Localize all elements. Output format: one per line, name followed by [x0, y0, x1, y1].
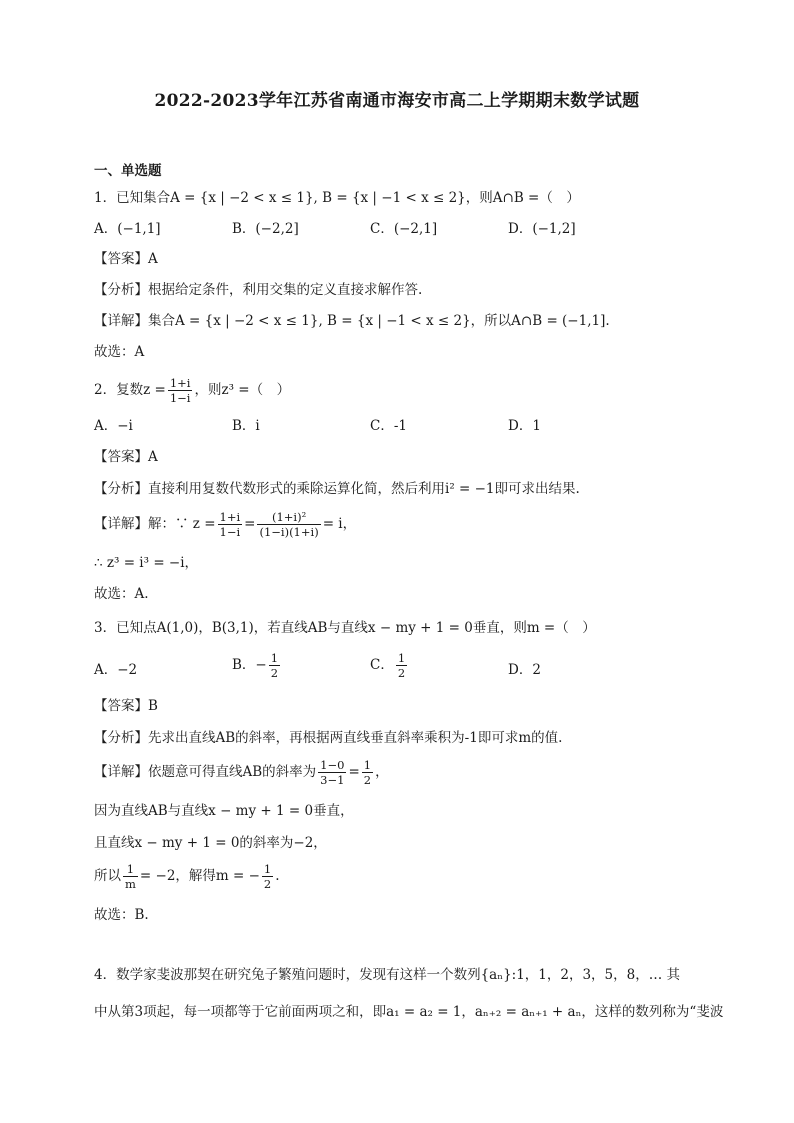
q2-step: ∴ z³ = i³ = −i， [94, 555, 199, 571]
q2-detail-eq: = [244, 516, 256, 532]
q3-detail-den-2: 2 [363, 773, 372, 787]
q3-line-4 [94, 862, 280, 891]
q3-detail-prefix: 【详解】依题意可得直线AB的斜率为 [94, 764, 317, 780]
q2-stem-numerator: 1+i [169, 376, 191, 390]
q3-detail-suffix: ， [375, 764, 389, 780]
q2-detail-fraction-2 [257, 510, 320, 539]
q4-line-1: 4．数学家斐波那契在研究兔子繁殖问题时，发现有这样一个数列{aₙ}:1，1，2，3，5，8，… 其 [94, 967, 681, 983]
q2-option-b: B．i [232, 418, 260, 434]
q3-option-a: A．−2 [94, 662, 138, 678]
q2-detail-prefix: 【详解】解：∵ z = [94, 516, 216, 532]
q1-answer: 【答案】A [94, 251, 158, 267]
q3-option-c-prefix: C． [370, 657, 394, 673]
page-title: 2022-2023学年江苏省南通市海安市高二上学期期末数学试题 [154, 91, 640, 111]
q3-detail-den-1: 3−1 [320, 773, 345, 787]
q1-option-a: A．(−1,1] [94, 221, 161, 237]
q2-option-c: C．-1 [370, 418, 407, 434]
q3-line-4-fraction-2 [262, 862, 273, 891]
q3-line-4-mid: = −2，解得m = − [139, 868, 260, 884]
q2-stem-denominator: 1−i [169, 391, 191, 405]
q3-line-4-den-1: m [125, 877, 136, 891]
q1-detail: 【详解】集合A = {x | −2 < x ≤ 1}, B = {x | −1 < x ≤ 2}，所以A∩B = (−1,1]. [94, 313, 610, 329]
q3-option-b-prefix: B．− [232, 657, 267, 673]
q3-stem: 3．已知点A(1,0)，B(3,1)，若直线AB与直线x − my + 1 = 0垂直，则m =（ ） [94, 620, 596, 636]
q3-detail-num-2: 1 [363, 758, 372, 772]
q3-analysis: 【分析】先求出直线AB的斜率，再根据两直线垂直斜率乘积为-1即可求m的值. [94, 730, 563, 746]
q2-detail-den-2: (1−i)(1+i) [259, 525, 319, 539]
q4-line-2: 中从第3项起，每一项都等于它前面两项之和，即a₁ = a₂ = 1，aₙ₊₂ = aₙ₊₁ + aₙ，这样的数列称为“斐波 [94, 1004, 724, 1020]
q3-option-c [370, 651, 409, 680]
q3-detail-num-1: 1−0 [320, 758, 345, 772]
section-heading: 一、单选题 [94, 163, 162, 179]
q2-stem-prefix: 2．复数z = [94, 382, 166, 398]
q2-detail-num-1: 1+i [219, 510, 241, 524]
q3-line-4-suffix: . [275, 868, 280, 884]
q3-line-4-den-2: 2 [263, 877, 272, 891]
q1-analysis: 【分析】根据给定条件，利用交集的定义直接求解作答. [94, 282, 423, 298]
q1-choice: 故选：A [94, 344, 145, 360]
q2-detail-suffix: = i， [322, 516, 357, 532]
q1-option-b: B．(−2,2] [232, 221, 299, 237]
q3-detail-fraction-1 [318, 758, 346, 787]
q2-stem [94, 376, 290, 405]
q3-option-b [232, 651, 282, 680]
q3-detail-eq: = [348, 764, 360, 780]
q3-option-b-den: 2 [270, 666, 279, 680]
q3-choice: 故选：B. [94, 907, 149, 923]
q2-detail-den-1: 1−i [219, 525, 241, 539]
q3-option-b-num: 1 [270, 651, 279, 665]
q2-analysis: 【分析】直接利用复数代数形式的乘除运算化简，然后利用i² = −1即可求出结果. [94, 481, 580, 497]
q2-choice: 故选：A. [94, 586, 149, 602]
q3-option-c-num: 1 [397, 651, 406, 665]
q3-detail-fraction-2 [362, 758, 373, 787]
q2-option-a: A．−i [94, 418, 133, 434]
q3-option-d: D．2 [508, 662, 541, 678]
q3-line-4-num-1: 1 [123, 862, 138, 877]
q3-option-c-fraction [396, 651, 407, 680]
q3-option-c-den: 2 [397, 666, 406, 680]
q3-answer: 【答案】B [94, 698, 158, 714]
q2-detail [94, 510, 356, 539]
q3-line-4-prefix: 所以 [94, 868, 121, 884]
q1-option-c: C．(−2,1] [370, 221, 438, 237]
q1-option-d: D．(−1,2] [508, 221, 576, 237]
q3-line-4-fraction-1 [123, 862, 138, 891]
q2-detail-fraction-1 [218, 510, 243, 539]
q2-option-d: D．1 [508, 418, 541, 434]
q3-line-4-num-2: 1 [263, 862, 272, 876]
q3-line-2: 因为直线AB与直线x − my + 1 = 0垂直， [94, 803, 354, 819]
q2-stem-fraction [168, 376, 193, 405]
q3-detail [94, 758, 389, 787]
q3-line-3: 且直线x − my + 1 = 0的斜率为−2， [94, 835, 327, 851]
q2-detail-num-2: (1+i)² [257, 510, 320, 525]
q1-stem: 1．已知集合A = {x | −2 < x ≤ 1}, B = {x | −1 < x ≤ 2}，则A∩B =（ ） [94, 190, 580, 206]
q2-answer: 【答案】A [94, 449, 158, 465]
q3-option-b-fraction [269, 651, 280, 680]
q2-stem-suffix: ，则z³ =（ ） [194, 382, 291, 398]
